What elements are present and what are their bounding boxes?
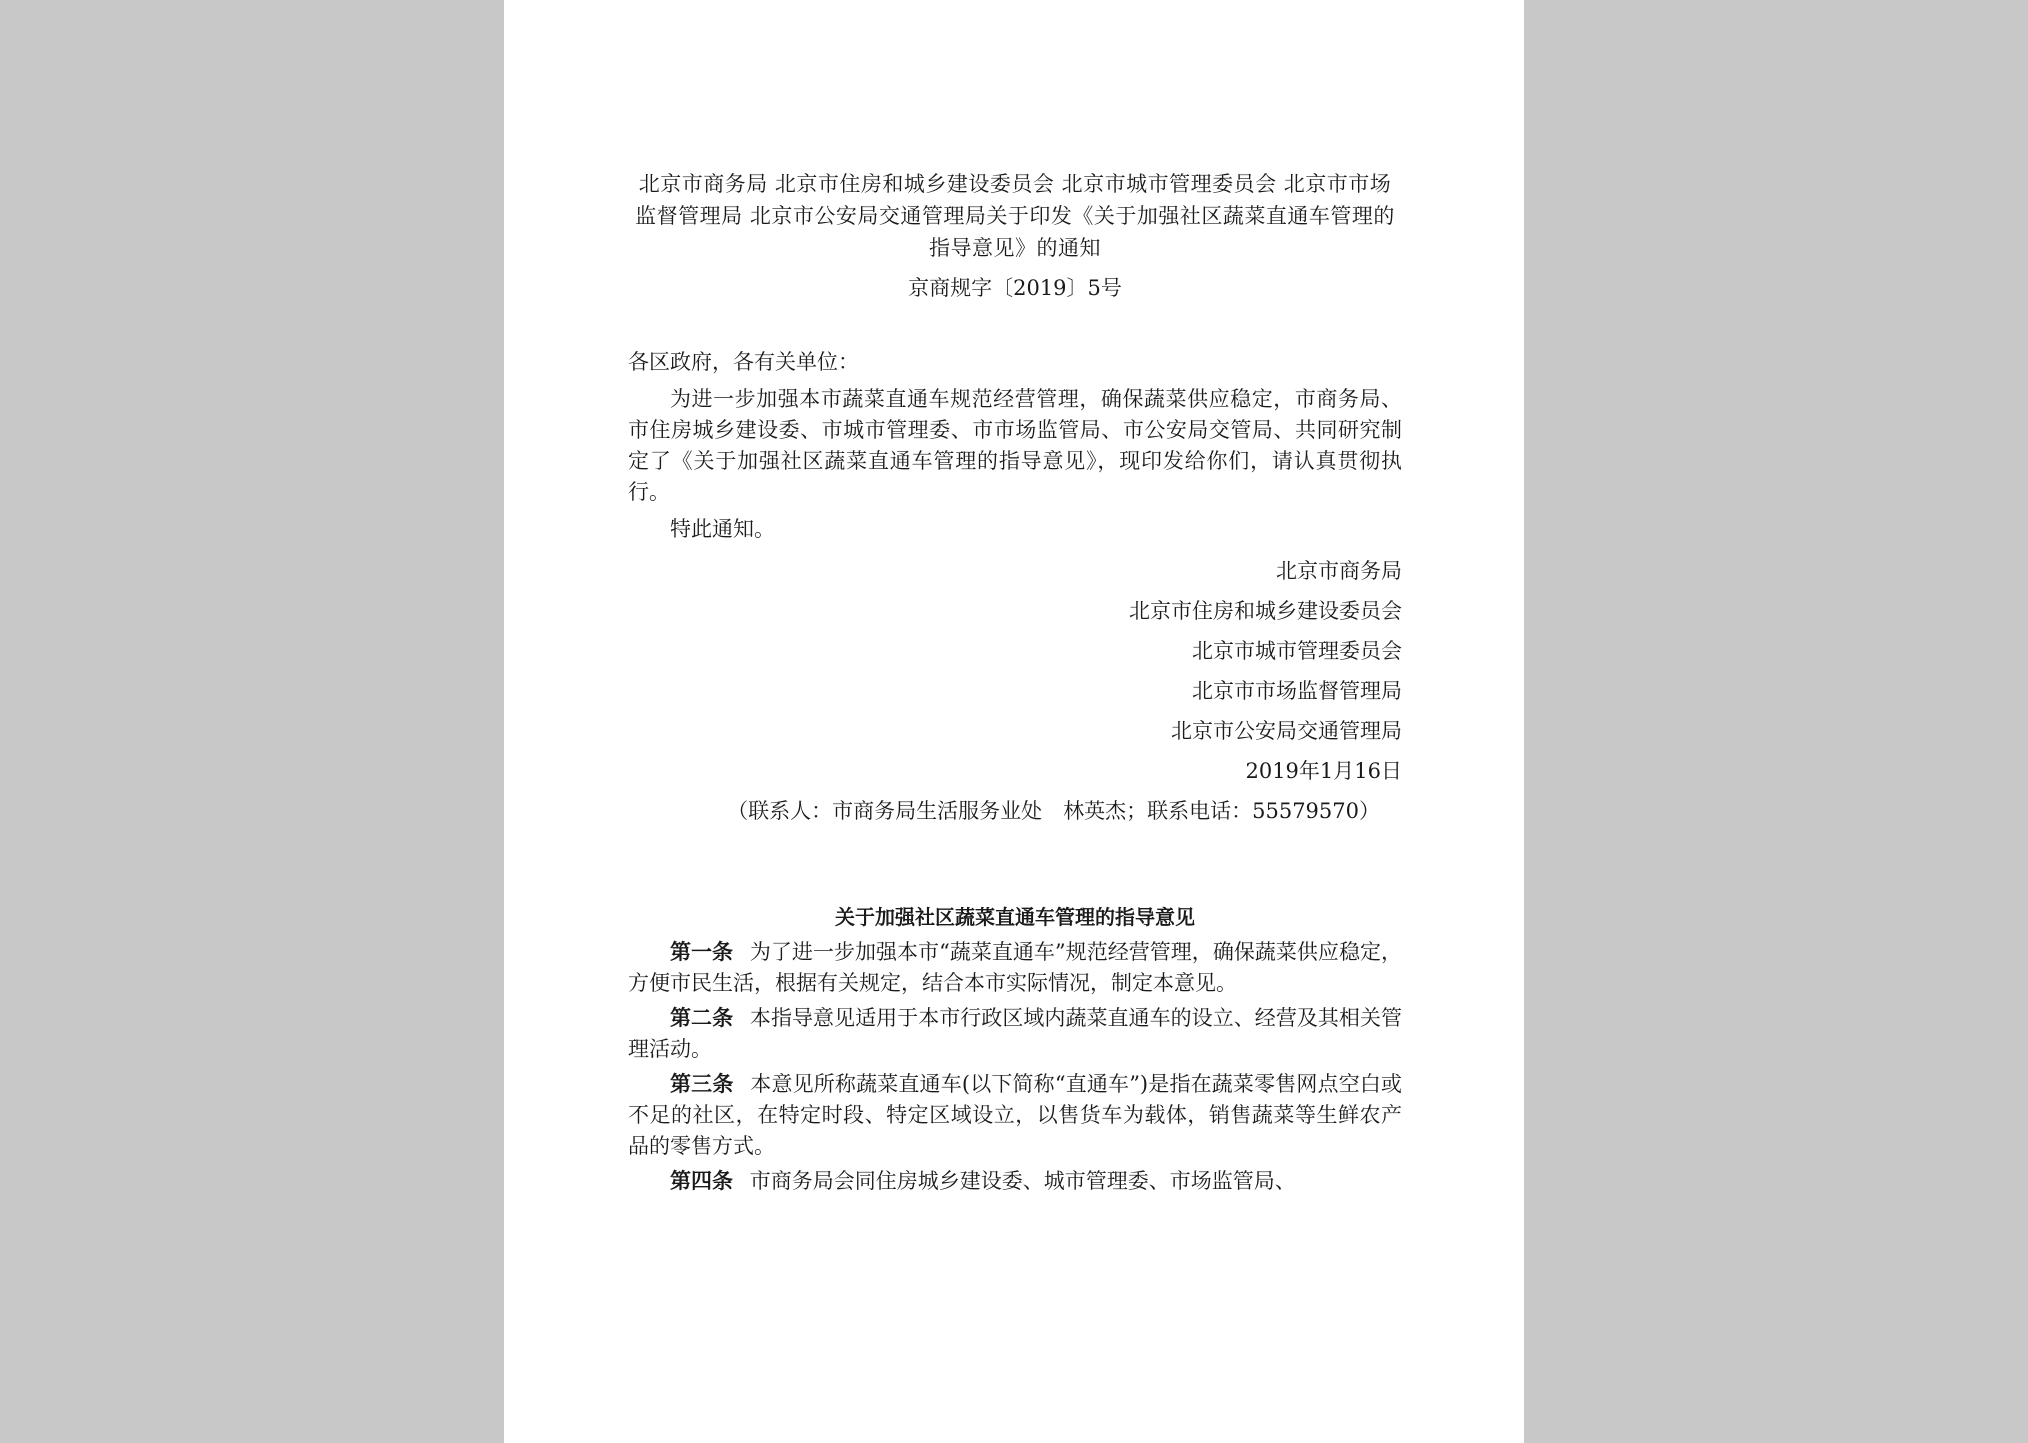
body-paragraph: 为进一步加强本市蔬菜直通车规范经营管理，确保蔬菜供应稳定，市商务局、市住房城乡建设委、市城市管理委、市市场监管局、市公安局交管局、共同研究制定了《关于加强社区蔬菜直通车管理的指导意见》，现印发给你们，请认真贯彻执行。 bbox=[628, 387, 1402, 504]
article-text: 本意见所称蔬菜直通车(以下简称“直通车”)是指在蔬菜零售网点空白或不足的社区，在特定时段、特定区域设立，以售货车为载体，销售蔬菜等生鲜农产品的零售方式。 bbox=[628, 1072, 1403, 1158]
page-content bbox=[628, 168, 1402, 1197]
signatory: 北京市公安局交通管理局 bbox=[1171, 719, 1402, 743]
article-text: 本指导意见适用于本市行政区域内蔬菜直通车的设立、经营及其相关管理活动。 bbox=[628, 1006, 1402, 1061]
signatory: 北京市住房和城乡建设委员会 bbox=[1129, 599, 1402, 623]
article bbox=[628, 1003, 1402, 1065]
contact-info: （联系人：市商务局生活服务业处 林英杰；联系电话：55579570） bbox=[727, 799, 1380, 823]
article-text: 市商务局会同住房城乡建设委、城市管理委、市场监管局、 bbox=[749, 1169, 1296, 1193]
document-number: 京商规字〔2019〕5号 bbox=[908, 276, 1122, 300]
attachment-title: 关于加强社区蔬菜直通车管理的指导意见 bbox=[835, 905, 1195, 929]
article-label: 第二条 bbox=[670, 1006, 734, 1030]
article-label: 第四条 bbox=[670, 1169, 733, 1193]
article bbox=[628, 1166, 1402, 1197]
body-paragraph: 特此通知。 bbox=[670, 517, 775, 541]
article-text: 为了进一步加强本市“蔬菜直通车”规范经营管理，确保蔬菜供应稳定，方便市民生活，根据有关规定，结合本市实际情况，制定本意见。 bbox=[628, 940, 1402, 995]
signatory: 北京市商务局 bbox=[1276, 559, 1402, 583]
article bbox=[628, 937, 1402, 999]
signatory: 北京市市场监督管理局 bbox=[1192, 679, 1402, 703]
issue-date: 2019年1月16日 bbox=[1245, 759, 1402, 783]
salutation: 各区政府，各有关单位： bbox=[628, 350, 859, 374]
article-label: 第三条 bbox=[670, 1072, 734, 1096]
document-page bbox=[504, 0, 1524, 1443]
signatory-block bbox=[628, 551, 1402, 791]
article bbox=[628, 1069, 1402, 1162]
signatory: 北京市城市管理委员会 bbox=[1192, 639, 1402, 663]
document-title: 北京市商务局 北京市住房和城乡建设委员会 北京市城市管理委员会 北京市市场监督管理局 北京市公安局交通管理局关于印发《关于加强社区蔬菜直通车管理的指导意见》的通知 bbox=[635, 172, 1395, 260]
article-label: 第一条 bbox=[670, 940, 734, 964]
